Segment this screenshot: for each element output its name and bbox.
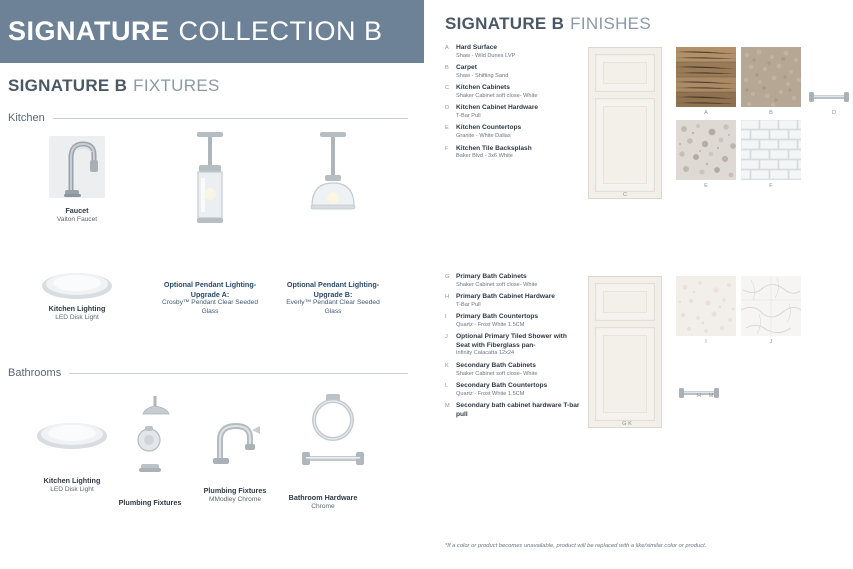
spec-name: Secondary Bath Countertops [456, 382, 548, 390]
spec-name: Kitchen Tile Backsplash [456, 144, 532, 152]
spec-desc: Quartz - Frost White 1.5CM [456, 390, 525, 397]
product-kitchen-lighting [22, 268, 132, 323]
finishes-heading-light: FINISHES [570, 14, 651, 33]
spec-item [445, 313, 580, 329]
section-label-bathrooms: Bathrooms [8, 367, 62, 379]
swatch-label-c: C [622, 192, 628, 198]
spec-name: Primary Bath Cabinet Hardware [456, 293, 555, 301]
spec-key: B [445, 65, 449, 72]
spec-desc: T-Bar Pull [456, 112, 481, 119]
cabinet-drawer-inset [603, 291, 647, 313]
spec-item [445, 362, 580, 378]
swatch-label-gk: G K [622, 421, 632, 427]
footnote-text: *If a color or product becomes unavailable, product will be replaced with a like/similar color or product. [445, 543, 707, 549]
shower-fixture-icon [115, 388, 185, 488]
swatch-label-f: F [769, 183, 773, 189]
finishes-heading-bold: SIGNATURE B [445, 14, 565, 33]
pendant-a-image [155, 126, 265, 244]
spec-item [445, 124, 580, 140]
product-name: Optional Pendant Lighting- Upgrade B: [286, 280, 380, 299]
swatch-countertop-granite [676, 120, 736, 180]
spec-desc: Quartz - Frost White 1.5CM [456, 321, 525, 328]
spec-desc: Shaker Cabinet soft close- White [456, 370, 538, 377]
product-name: Faucet [65, 206, 89, 215]
spec-item [445, 104, 580, 120]
swatch-label-i: I [705, 339, 707, 345]
spec-item [445, 145, 580, 161]
cabinet-hardware-bar-pull [806, 90, 852, 106]
spec-name: Optional Primary Tiled Shower with Seat with Fiberglass pan- [456, 333, 567, 349]
spec-name: Primary Bath Cabinets [456, 273, 527, 280]
product-name: Plumbing Fixtures [203, 486, 267, 495]
pendant-b-image [278, 126, 388, 244]
spec-item [445, 402, 580, 419]
towel-ring-icon [288, 390, 378, 485]
product-bathroom-hardware [268, 390, 378, 512]
spec-item [445, 273, 580, 289]
spec-desc: Shaker Cabinet soft close- White [456, 281, 538, 288]
spec-name: Secondary Bath Cabinets [456, 362, 536, 369]
spec-key: E [445, 125, 449, 132]
cabinet-door-panel [595, 327, 655, 421]
left-panel [0, 0, 424, 569]
page-title-bold: SIGNATURE [8, 16, 170, 46]
carpet-texture [741, 47, 801, 107]
divider-line [69, 373, 408, 374]
section-header-kitchen [8, 112, 408, 124]
spec-key: M [445, 403, 450, 410]
spec-item [445, 64, 580, 80]
spec-desc: Shaw - Wild Dunes LVP [456, 52, 516, 59]
spec-name: Kitchen Countertops [456, 124, 522, 132]
spec-key: F [445, 145, 449, 152]
fixtures-heading [8, 76, 220, 96]
pendant-light-icon [175, 126, 245, 244]
swatch-bath-countertop-quartz [676, 276, 736, 336]
spec-name: Carpet [456, 64, 477, 72]
cabinet-drawer-panel [595, 283, 655, 321]
product-pendant-a [155, 126, 265, 317]
product-name: Plumbing Fixtures [118, 498, 182, 507]
product-pendant-b [278, 126, 388, 317]
product-desc: Chrome [311, 502, 335, 510]
swatch-label-e: E [704, 183, 708, 189]
divider-line [53, 118, 408, 119]
page-title-band [0, 0, 424, 63]
spec-item [445, 293, 580, 309]
product-desc: LED Disk Light [50, 485, 94, 493]
spec-desc: Granite - White Dallas [456, 133, 511, 139]
spec-name: Hard Surface [456, 44, 498, 51]
spec-desc: Infinity Calacatta 12x24 [456, 350, 515, 357]
product-desc: Everly™ Pendant Clear Seeded Glass [286, 299, 380, 316]
swatch-backsplash-tile [741, 120, 801, 180]
spec-key: G [445, 274, 450, 280]
spec-desc: Shaw - Shifting Sand [456, 72, 509, 79]
product-desc: Crosby™ Pendant Clear Seeded Glass [161, 299, 259, 316]
spec-item [445, 382, 580, 398]
lav-faucet-icon [200, 408, 270, 476]
spec-name: Secondary bath cabinet hardware T-bar pull [456, 402, 580, 418]
spec-name: Kitchen Cabinet Hardware [456, 104, 539, 112]
bath-hardware-image [268, 390, 378, 485]
fixtures-heading-light: FIXTURES [133, 76, 220, 95]
fixtures-heading-bold: SIGNATURE B [8, 76, 128, 95]
wood-plank-texture [676, 47, 736, 107]
spec-key: C [445, 85, 450, 92]
spec-item [445, 333, 580, 358]
granite-texture [676, 120, 736, 180]
t-bar-pull-icon [806, 90, 852, 106]
page-title-light: COLLECTION B [178, 16, 383, 46]
pendant-light-icon [298, 126, 368, 244]
disk-light-icon [41, 268, 113, 304]
spec-desc: Shaker Cabinet soft close- White [456, 92, 538, 99]
disk-light-icon [36, 418, 108, 454]
faucet-icon [37, 128, 117, 206]
swatch-label-h: H [696, 393, 702, 399]
finishes-heading [445, 14, 651, 34]
spec-key: H [445, 294, 450, 301]
swatch-carpet [741, 47, 801, 107]
swatch-hard-surface [676, 47, 736, 107]
product-name: Optional Pendant Lighting- Upgrade A: [163, 280, 257, 299]
swatch-label-b: B [769, 110, 773, 116]
product-desc: LED Disk Light [55, 313, 99, 321]
cabinet-door-panel [595, 98, 655, 192]
section-label-kitchen: Kitchen [8, 112, 45, 124]
kitchen-cabinet-swatch [588, 47, 662, 199]
swatch-shower-tile-calacatta [741, 276, 801, 336]
cabinet-door-inset [603, 335, 647, 413]
product-desc: Valton Faucet [56, 215, 98, 223]
quartz-texture [676, 276, 736, 336]
cabinet-door-inset [603, 106, 647, 184]
spec-item [445, 84, 580, 100]
section-header-bathrooms [8, 367, 408, 379]
swatch-label-j: J [769, 339, 773, 345]
spec-key: I [445, 314, 447, 321]
faucet-image [22, 128, 132, 206]
spec-key: L [445, 383, 449, 390]
spec-item [445, 44, 580, 60]
spec-name: Primary Bath Countertops [456, 313, 539, 321]
spec-key: A [445, 45, 449, 51]
subway-tile-texture [741, 120, 801, 180]
spec-key: K [445, 363, 449, 369]
spec-key: D [445, 105, 450, 112]
product-desc: MModley Chrome [208, 495, 262, 503]
disk-light-image [22, 268, 132, 304]
swatch-label-m: M [708, 393, 714, 399]
cabinet-drawer-inset [603, 62, 647, 84]
right-panel [424, 0, 853, 569]
spec-name: Kitchen Cabinets [456, 84, 510, 92]
product-name: Bathroom Hardware [288, 493, 358, 502]
product-name: Kitchen Lighting [48, 304, 106, 313]
spec-key: J [445, 334, 448, 341]
spec-desc: T-Bar Pull [456, 301, 481, 308]
finishes-spec-list-upper [445, 44, 580, 165]
swatch-label-d: D [831, 110, 837, 116]
marble-texture [741, 276, 801, 336]
cabinet-drawer-panel [595, 54, 655, 92]
product-faucet [22, 128, 132, 225]
swatch-label-a: A [704, 110, 708, 116]
finishes-spec-list-lower [445, 273, 580, 423]
bath-cabinet-swatch [588, 276, 662, 428]
spec-desc: Baker Blvd - 3x6 White [456, 153, 513, 160]
product-name: Kitchen Lighting [43, 476, 101, 485]
